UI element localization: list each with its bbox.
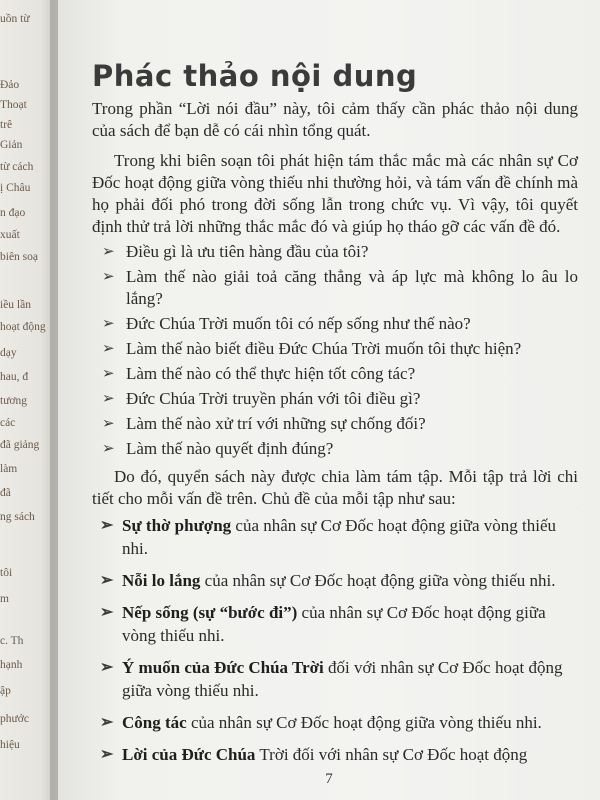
question-item: ➢ Điều gì là ưu tiên hàng đầu của tôi? (102, 242, 369, 261)
volume-item: ➢ Nỗi lo lắng của nhân sự Cơ Đốc hoạt động giữa vòng thiếu nhi. (100, 571, 556, 590)
volume-item: ➢ Sự thờ phượng của nhân sự Cơ Đốc hoạt động giữa vòng thiếu nhi. (100, 516, 557, 558)
left-fragment: phước (0, 713, 29, 725)
arrow-bullet-icon: ➢ (102, 341, 115, 357)
arrow-bullet-icon: ➢ (100, 604, 114, 621)
arrow-bullet-icon: ➢ (102, 441, 115, 457)
left-fragment: iều lần (0, 299, 31, 311)
volume-item: ➢ Nếp sống (sự “bước đi”) của nhân sự Cơ Đốc hoạt động giữa vòng thiếu nhi. (100, 603, 546, 645)
left-fragment: đã giảng (0, 439, 40, 451)
left-fragment: hoạt động (0, 321, 46, 333)
question-item: ➢ Đức Chúa Trời truyền phán với tôi điều gì? (102, 389, 421, 408)
page-title: Phác thảo nội dung (92, 59, 418, 93)
arrow-bullet-icon: ➢ (100, 572, 114, 589)
arrow-bullet-icon: ➢ (100, 517, 114, 534)
questions-list (92, 241, 578, 460)
left-fragment: hau, đ (0, 371, 29, 383)
volume-topic: Công tác (122, 713, 187, 732)
page-number: 7 (325, 771, 333, 787)
volumes-intro-paragraph: Do đó, quyển sách này được chia làm tám tập. Mỗi tập trả lời chi tiết cho mỗi vấn đề trên. Chủ đề của mỗi tập như sau: (92, 467, 578, 508)
left-fragment: biên soạ (0, 251, 39, 263)
left-fragment: ị Châu (0, 182, 31, 194)
arrow-bullet-icon: ➢ (102, 269, 115, 285)
arrow-bullet-icon: ➢ (102, 366, 115, 382)
left-fragment: Giản (0, 139, 23, 151)
question-item: ➢ Làm thế nào có thể thực hiện tốt công tác? (102, 364, 416, 383)
question-item: ➢ Làm thế nào xử trí với những sự chống đối? (102, 414, 426, 433)
left-fragment: hạnh (0, 659, 23, 671)
volume-topic: Nỗi lo lắng (122, 571, 201, 590)
intro-paragraph: Trong phần “Lời nói đầu” này, tôi cảm thấy cần phác thảo nội dung của sách để bạn dễ có cái nhìn tổng quát. (92, 99, 578, 140)
left-fragment: ập (0, 685, 11, 697)
arrow-bullet-icon: ➢ (100, 746, 114, 763)
discovery-paragraph: Trong khi biên soạn tôi phát hiện tám thắc mắc mà các nhân sự Cơ Đốc hoạt động giữa vòng thiếu nhi thường hỏi, và tám vấn đề chính mà họ phải đối phó trong đời sống lẫn trong chức vụ. Vì vậy, tôi quyết định thử trả lời những thắc mắc đó và giúp họ tháo gỡ các vấn đề đó. (92, 151, 578, 236)
page-content (92, 58, 578, 775)
left-fragment: các (0, 417, 16, 429)
question-item: ➢ Làm thế nào biết điều Đức Chúa Trời muốn tôi thực hiện? (102, 339, 522, 358)
left-fragment: dạy (0, 347, 17, 359)
left-fragment: m (0, 593, 9, 605)
left-fragment: uồn từ (0, 13, 30, 25)
arrow-bullet-icon: ➢ (102, 316, 115, 332)
question-item: ➢ Đức Chúa Trời muốn tôi có nếp sống như thế nào? (102, 314, 471, 333)
arrow-bullet-icon: ➢ (102, 416, 115, 432)
arrow-bullet-icon: ➢ (100, 714, 114, 731)
left-fragment: tôi (0, 567, 13, 579)
volume-topic: Lời của Đức Chúa (122, 745, 256, 764)
arrow-bullet-icon: ➢ (100, 659, 114, 676)
book-page (58, 0, 600, 800)
left-fragment: c. Th (0, 635, 24, 647)
left-fragment: từ cách (0, 161, 34, 173)
left-fragment: n đạo (0, 207, 26, 219)
volume-topic: Nếp sống (sự “bước đi”) (122, 603, 298, 622)
volume-topic: Sự thờ phượng (122, 516, 232, 535)
left-fragment: tương (0, 395, 28, 407)
left-fragment: ng sách (0, 511, 35, 523)
volume-item: ➢ Ý muốn của Đức Chúa Trời đối với nhân sự Cơ Đốc hoạt động giữa vòng thiếu nhi. (100, 658, 563, 700)
left-fragment: làm (0, 463, 18, 475)
arrow-bullet-icon: ➢ (102, 391, 115, 407)
arrow-bullet-icon: ➢ (102, 244, 115, 260)
volume-item: ➢ Công tác của nhân sự Cơ Đốc hoạt động giữa vòng thiếu nhi. (100, 713, 542, 732)
left-fragment: trê (0, 119, 13, 131)
volumes-list (92, 514, 578, 766)
left-fragment: đã (0, 487, 11, 499)
volume-item: ➢ Lời của Đức Chúa Trời đối với nhân sự Cơ Đốc hoạt động (100, 745, 528, 764)
left-fragment: xuất (0, 229, 20, 241)
question-item: ➢ Làm thế nào quyết định đúng? (102, 439, 334, 458)
left-fragment: Thoạt (0, 99, 27, 111)
volume-topic: Ý muốn của Đức Chúa Trời (122, 658, 324, 677)
left-fragment: hiệu (0, 739, 20, 751)
left-fragment: Đảo (0, 79, 20, 91)
question-item: ➢ Làm thế nào giải toả căng thẳng và áp lực mà không lo âu lo lắng? (102, 267, 578, 308)
